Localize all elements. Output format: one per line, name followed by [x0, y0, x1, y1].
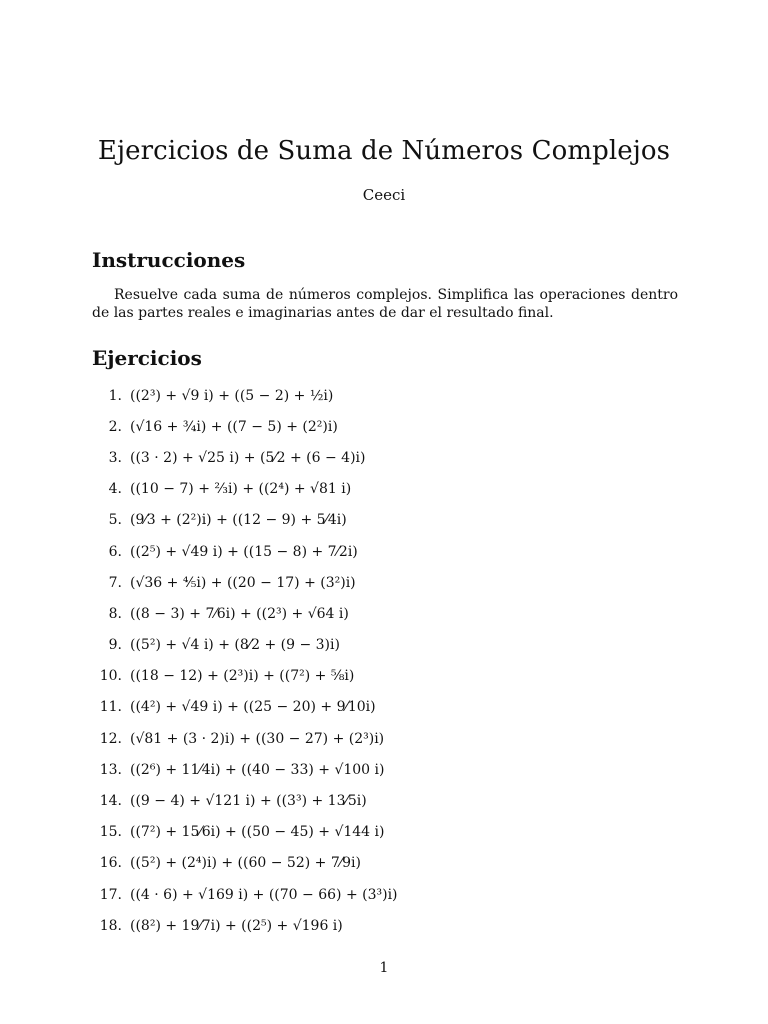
exercise-number: 14. [99, 793, 122, 810]
document-author: Ceeci [362, 186, 406, 204]
exercise-item [92, 567, 652, 598]
exercise-expression: (√81 + (3 · 2)i) + ((30 − 27) + (2³)i) [130, 730, 385, 747]
exercise-number: 6. [108, 543, 122, 560]
exercise-number: 5. [108, 512, 122, 529]
exercise-item [92, 817, 652, 848]
exercise-number: 1. [108, 387, 122, 404]
exercise-number: 10. [99, 668, 122, 685]
exercise-item [92, 692, 652, 723]
exercise-expression: ((5²) + (2⁴)i) + ((60 − 52) + 7⁄9i) [130, 855, 361, 872]
exercise-item [92, 723, 652, 754]
exercise-item [92, 630, 652, 661]
exercise-expression: ((4²) + √49 i) + ((25 − 20) + 9⁄10i) [130, 699, 376, 716]
exercise-number: 2. [108, 418, 122, 435]
page-number: 1 [379, 960, 389, 976]
exercise-number: 17. [99, 886, 122, 903]
document-title: Ejercicios de Suma de Números Complejos [97, 136, 671, 166]
exercise-number: 16. [99, 855, 122, 872]
exercise-item [92, 474, 652, 505]
exercise-expression: ((9 − 4) + √121 i) + ((3³) + 13⁄5i) [130, 793, 367, 810]
exercise-item [92, 598, 652, 629]
exercise-item [92, 754, 652, 785]
exercise-item [92, 442, 652, 473]
section-heading-ejercicios: Ejercicios [92, 346, 202, 370]
exercise-expression: ((8 − 3) + 7⁄6i) + ((2³) + √64 i) [130, 605, 349, 622]
exercise-expression: ((2³) + √9 i) + ((5 − 2) + ½i) [130, 387, 334, 404]
exercise-expression: ((7²) + 15⁄6i) + ((50 − 45) + √144 i) [130, 824, 385, 841]
exercise-number: 8. [108, 605, 122, 622]
exercise-item [92, 661, 652, 692]
exercise-expression: (√36 + ⅘i) + ((20 − 17) + (3²)i) [130, 574, 356, 591]
exercise-item [92, 380, 652, 411]
exercise-expression: ((4 · 6) + √169 i) + ((70 − 66) + (3³)i) [130, 886, 398, 903]
exercise-expression: ((3 · 2) + √25 i) + (5⁄2 + (6 − 4)i) [130, 449, 366, 466]
exercise-item [92, 411, 652, 442]
exercise-number: 11. [99, 699, 122, 716]
exercise-expression: ((18 − 12) + (2³)i) + ((7²) + ⅝i) [130, 668, 355, 685]
exercise-expression: (√16 + ¾i) + ((7 − 5) + (2²)i) [130, 418, 338, 435]
exercise-number: 18. [99, 917, 122, 934]
exercise-expression: ((5²) + √4 i) + (8⁄2 + (9 − 3)i) [130, 637, 340, 654]
exercise-item [92, 505, 652, 536]
exercise-expression: ((10 − 7) + ⅔i) + ((2⁴) + √81 i) [130, 481, 352, 498]
exercise-number: 3. [108, 449, 122, 466]
exercise-item [92, 879, 652, 910]
section-heading-instrucciones: Instrucciones [92, 248, 246, 272]
exercise-expression: ((8²) + 19⁄7i) + ((2⁵) + √196 i) [130, 917, 343, 934]
exercise-number: 9. [108, 637, 122, 654]
exercise-number: 4. [108, 481, 122, 498]
exercise-item [92, 848, 652, 879]
exercise-number: 13. [99, 761, 122, 778]
exercise-list [92, 380, 652, 941]
exercise-expression: (9⁄3 + (2²)i) + ((12 − 9) + 5⁄4i) [130, 512, 347, 529]
exercise-item [92, 536, 652, 567]
exercise-number: 15. [99, 824, 122, 841]
exercise-number: 12. [99, 730, 122, 747]
exercise-number: 7. [108, 574, 122, 591]
exercise-item [92, 785, 652, 816]
exercise-item [92, 910, 652, 941]
exercise-expression: ((2⁵) + √49 i) + ((15 − 8) + 7⁄2i) [130, 543, 358, 560]
instructions-paragraph: Resuelve cada suma de números complejos. Simplifica las operaciones dentro de las partes reales e imaginarias antes de dar el resultado final. [92, 287, 678, 321]
exercise-expression: ((2⁶) + 11⁄4i) + ((40 − 33) + √100 i) [130, 761, 385, 778]
